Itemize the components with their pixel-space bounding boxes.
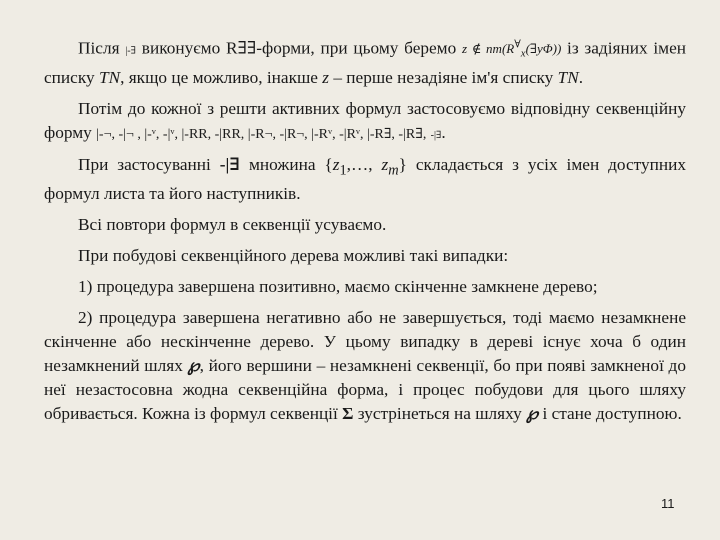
paragraph-1: Після |-∃ виконуємо R∃∃-форми, при цьому беремо z ∉ $nm(R^\forall_x(\exists y\Phi))$ із задіяних імен списку TN, якщо це можливо, інакше z – перше незадіяне ім'я списку TN. xyxy=(44,38,686,87)
sigma-symbol: Σ xyxy=(342,404,354,424)
symbol: -|∃ xyxy=(219,154,241,174)
paragraph-4: Всі повтори формул в секвенції усуваємо. xyxy=(78,215,387,235)
paragraph-2: Потім до кожної з решти активних формул застосовуємо відповідну секвенційну форму |-¬, -|¬ , |-ᵛ, -|ᵛ, |-RR, -|RR, |-R¬, -|R¬, |-Rᵛ, -|Rᵛ, |-R∃, -|R∃, -|∃. xyxy=(44,98,686,142)
paragraph-7: 2) процедура завершена негативно або не завершується, тоді маємо незамкнене скінченне або нескінченне дерево. У цьому випадку в дереві існує хоча б один незамкнений шлях ℘, його вершини – незамкнені секвенції, бо при появі замкненої до неї незастосовна жодна секвенційна форма, і процес побудови для цього шляху обривається. Кожна із формул секвенції Σ зустрінеться на шляху ℘ і стане доступною. xyxy=(44,308,686,424)
symbol: |-∃ xyxy=(125,45,137,57)
paragraph-6: 1) процедура завершена позитивно, маємо скінченне замкнене дерево; xyxy=(78,277,598,297)
path-symbol: ℘ xyxy=(526,404,539,424)
page-number: 11 xyxy=(661,496,675,511)
sequent-forms: |-¬, -|¬ , |-ᵛ, -|ᵛ, |-RR, -|RR, |-R¬, -|R¬, |-Rᵛ, -|Rᵛ, |-R∃, -|R∃, xyxy=(96,126,427,142)
formula: z ∉ $nm(R^\forall_x(\exists y\Phi))$ xyxy=(462,39,562,60)
body-text xyxy=(44,33,686,433)
paragraph-5: При побудові секвенційного дерева можливі такі випадки: xyxy=(78,246,509,266)
path-symbol: ℘ xyxy=(187,356,200,376)
paragraph-3: При застосуванні -|∃ множина {$z_1,\dots$, $z_m$} складається з усіх імен доступних формул листа та його наступників. xyxy=(44,154,687,204)
